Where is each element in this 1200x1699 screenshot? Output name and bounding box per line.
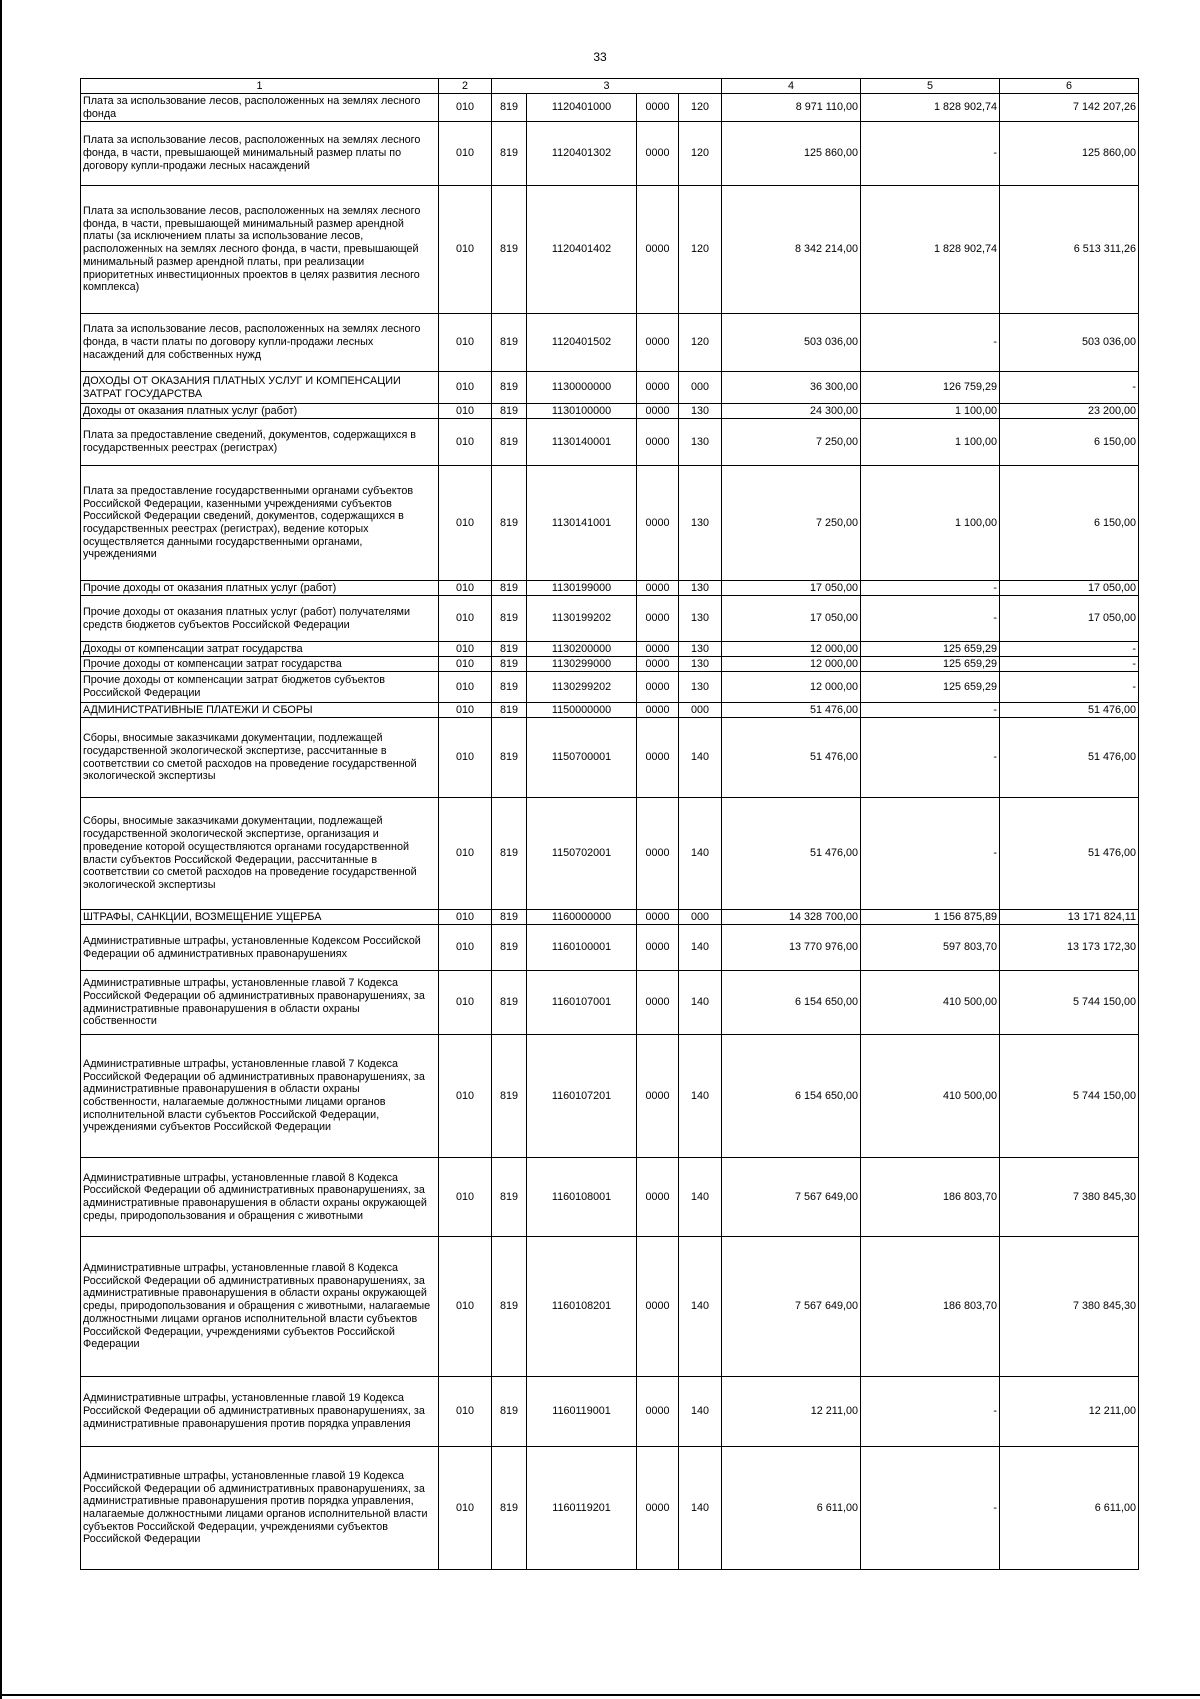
row-code-admin: 819: [492, 1035, 527, 1158]
row-code-admin: 819: [492, 798, 527, 910]
row-col-5: 410 500,00: [861, 971, 1000, 1035]
row-col-5: 1 828 902,74: [861, 186, 1000, 314]
row-col-2: 010: [439, 718, 492, 798]
row-col-4: 7 567 649,00: [722, 1158, 861, 1237]
row-code-kbk: 1130199202: [527, 596, 637, 642]
row-code-sub: 0000: [637, 1377, 679, 1447]
table-row: [81, 1447, 1139, 1570]
row-code-sub: 0000: [637, 186, 679, 314]
row-code-kbk: 1150702001: [527, 798, 637, 910]
row-code-kbk: 1160108201: [527, 1237, 637, 1377]
row-code-kosgu: 130: [679, 404, 722, 419]
row-col-4: 51 476,00: [722, 703, 861, 718]
row-name: Доходы от оказания платных услуг (работ): [81, 404, 439, 419]
row-code-sub: 0000: [637, 910, 679, 925]
row-name: Административные штрафы, установленные главой 19 Кодекса Российской Федерации об административных правонарушениях, за административные правонарушения против порядка управления, налагаемые должностными лицами органов исполнительной власти субъектов Российской Федерации, учреждениями субъектов Российской Федерации: [81, 1447, 439, 1570]
row-col-4: 503 036,00: [722, 314, 861, 372]
table-row: [81, 122, 1139, 186]
row-code-sub: 0000: [637, 718, 679, 798]
row-code-sub: 0000: [637, 419, 679, 466]
row-col-2: 010: [439, 910, 492, 925]
row-name: Сборы, вносимые заказчиками документации, подлежащей государственной экологической экспертизе, рассчитанные в соответствии со сметой расходов на проведение государственной экологической экспертизы: [81, 718, 439, 798]
row-name: Плата за использование лесов, расположенных на землях лесного фонда, в части платы по договору купли-продажи лесных насаждений для собственных нужд: [81, 314, 439, 372]
row-code-kosgu: 140: [679, 1237, 722, 1377]
row-col-2: 010: [439, 372, 492, 404]
row-col-5: 186 803,70: [861, 1158, 1000, 1237]
row-name: Плата за использование лесов, расположенных на землях лесного фонда, в части, превышающей минимальный размер арендной платы (за исключением платы за использование лесов, расположенных на землях лесного фонда, в части, превышающей минимальный размер арендной платы, при реализации приоритетных инвестиционных проектов в целях развития лесного комплекса): [81, 186, 439, 314]
row-code-kosgu: 130: [679, 419, 722, 466]
row-code-kosgu: 140: [679, 1377, 722, 1447]
row-col-6: 5 744 150,00: [1000, 1035, 1139, 1158]
row-code-sub: 0000: [637, 657, 679, 672]
table-row: [81, 596, 1139, 642]
row-col-6: 503 036,00: [1000, 314, 1139, 372]
row-col-4: 6 154 650,00: [722, 971, 861, 1035]
row-code-kbk: 1160107001: [527, 971, 637, 1035]
page-number: 33: [593, 50, 607, 64]
row-code-kosgu: 120: [679, 186, 722, 314]
row-code-admin: 819: [492, 122, 527, 186]
row-code-kbk: 1130141001: [527, 466, 637, 581]
row-col-2: 010: [439, 581, 492, 596]
row-col-5: 597 803,70: [861, 925, 1000, 971]
row-col-2: 010: [439, 1377, 492, 1447]
table-row: [81, 1237, 1139, 1377]
row-col-2: 010: [439, 1237, 492, 1377]
row-code-kbk: 1130299000: [527, 657, 637, 672]
row-col-4: 17 050,00: [722, 596, 861, 642]
row-code-kbk: 1130199000: [527, 581, 637, 596]
row-code-admin: 819: [492, 642, 527, 657]
header-col-4: 4: [722, 79, 861, 94]
row-col-6: -: [1000, 372, 1139, 404]
row-col-5: 125 659,29: [861, 642, 1000, 657]
row-name: ДОХОДЫ ОТ ОКАЗАНИЯ ПЛАТНЫХ УСЛУГ И КОМПЕНСАЦИИ ЗАТРАТ ГОСУДАРСТВА: [81, 372, 439, 404]
row-code-admin: 819: [492, 672, 527, 703]
row-col-6: 7 380 845,30: [1000, 1158, 1139, 1237]
row-col-5: 1 156 875,89: [861, 910, 1000, 925]
row-col-2: 010: [439, 314, 492, 372]
row-code-kosgu: 120: [679, 314, 722, 372]
row-code-sub: 0000: [637, 703, 679, 718]
row-name: АДМИНИСТРАТИВНЫЕ ПЛАТЕЖИ И СБОРЫ: [81, 703, 439, 718]
table-row: [81, 94, 1139, 122]
row-col-4: 17 050,00: [722, 581, 861, 596]
row-col-5: -: [861, 703, 1000, 718]
row-code-admin: 819: [492, 404, 527, 419]
row-name: Плата за использование лесов, расположенных на землях лесного фонда, в части, превышающей минимальный размер платы по договору купли-продажи лесных насаждений: [81, 122, 439, 186]
table-row: [81, 657, 1139, 672]
row-col-6: 13 173 172,30: [1000, 925, 1139, 971]
row-code-admin: 819: [492, 910, 527, 925]
row-col-4: 12 000,00: [722, 657, 861, 672]
row-col-6: 17 050,00: [1000, 596, 1139, 642]
row-code-kbk: 1160100001: [527, 925, 637, 971]
row-col-6: 12 211,00: [1000, 1377, 1139, 1447]
row-col-6: 5 744 150,00: [1000, 971, 1139, 1035]
table-row: [81, 1035, 1139, 1158]
row-name: Плата за использование лесов, расположенных на землях лесного фонда: [81, 94, 439, 122]
row-code-admin: 819: [492, 1377, 527, 1447]
header-col-2: 2: [439, 79, 492, 94]
row-code-kosgu: 120: [679, 122, 722, 186]
row-code-kbk: 1120401502: [527, 314, 637, 372]
row-col-6: -: [1000, 672, 1139, 703]
row-col-4: 6 154 650,00: [722, 1035, 861, 1158]
row-code-sub: 0000: [637, 798, 679, 910]
row-code-kosgu: 140: [679, 718, 722, 798]
row-col-2: 010: [439, 404, 492, 419]
table-row: [81, 642, 1139, 657]
row-col-5: 1 100,00: [861, 466, 1000, 581]
row-col-5: 1 100,00: [861, 419, 1000, 466]
table-row: [81, 971, 1139, 1035]
row-code-kosgu: 140: [679, 1158, 722, 1237]
row-col-2: 010: [439, 1447, 492, 1570]
row-code-kosgu: 000: [679, 703, 722, 718]
row-col-2: 010: [439, 186, 492, 314]
row-name: Прочие доходы от компенсации затрат бюджетов субъектов Российской Федерации: [81, 672, 439, 703]
row-code-kbk: 1120401402: [527, 186, 637, 314]
row-col-6: 17 050,00: [1000, 581, 1139, 596]
row-col-4: 12 000,00: [722, 642, 861, 657]
table-row: [81, 1158, 1139, 1237]
row-code-sub: 0000: [637, 642, 679, 657]
row-col-4: 7 567 649,00: [722, 1237, 861, 1377]
row-col-5: 410 500,00: [861, 1035, 1000, 1158]
row-col-4: 51 476,00: [722, 718, 861, 798]
table-header-row: [81, 79, 1139, 94]
row-code-kosgu: 120: [679, 94, 722, 122]
row-name: Плата за предоставление сведений, документов, содержащихся в государственных реестрах (регистрах): [81, 419, 439, 466]
revenue-table: [80, 78, 1139, 1570]
row-col-2: 010: [439, 657, 492, 672]
row-code-sub: 0000: [637, 1237, 679, 1377]
row-name: Административные штрафы, установленные главой 8 Кодекса Российской Федерации об административных правонарушениях, за административные правонарушения в области охраны окружающей среды, природопользования и обращения с животными, налагаемые должностными лицами органов исполнительной власти субъектов Российской Федерации, учреждениями субъектов Российской Федерации: [81, 1237, 439, 1377]
table-row: [81, 466, 1139, 581]
row-name: Прочие доходы от оказания платных услуг (работ): [81, 581, 439, 596]
row-code-admin: 819: [492, 1158, 527, 1237]
table-row: [81, 186, 1139, 314]
row-code-admin: 819: [492, 703, 527, 718]
row-code-sub: 0000: [637, 1158, 679, 1237]
row-code-kosgu: 140: [679, 925, 722, 971]
row-col-5: 186 803,70: [861, 1237, 1000, 1377]
row-code-kosgu: 130: [679, 596, 722, 642]
row-code-admin: 819: [492, 718, 527, 798]
row-code-admin: 819: [492, 925, 527, 971]
row-col-4: 125 860,00: [722, 122, 861, 186]
row-col-2: 010: [439, 596, 492, 642]
row-code-kbk: 1120401302: [527, 122, 637, 186]
row-code-admin: 819: [492, 581, 527, 596]
row-col-6: 6 150,00: [1000, 466, 1139, 581]
header-col-5: 5: [861, 79, 1000, 94]
row-col-5: -: [861, 596, 1000, 642]
row-name: Прочие доходы от оказания платных услуг (работ) получателями средств бюджетов субъектов Российской Федерации: [81, 596, 439, 642]
row-col-4: 14 328 700,00: [722, 910, 861, 925]
page-bottom-rule: [0, 1694, 1200, 1696]
table-row: [81, 419, 1139, 466]
row-col-2: 010: [439, 703, 492, 718]
table-row: [81, 798, 1139, 910]
row-code-kbk: 1150000000: [527, 703, 637, 718]
row-code-sub: 0000: [637, 314, 679, 372]
row-code-kbk: 1150700001: [527, 718, 637, 798]
row-code-sub: 0000: [637, 404, 679, 419]
table-row: [81, 672, 1139, 703]
row-code-sub: 0000: [637, 596, 679, 642]
row-col-4: 12 211,00: [722, 1377, 861, 1447]
row-code-kosgu: 130: [679, 672, 722, 703]
header-col-6: 6: [1000, 79, 1139, 94]
row-code-kosgu: 140: [679, 1035, 722, 1158]
row-name: Прочие доходы от компенсации затрат государства: [81, 657, 439, 672]
row-code-admin: 819: [492, 1237, 527, 1377]
row-col-2: 010: [439, 971, 492, 1035]
row-col-5: 1 828 902,74: [861, 94, 1000, 122]
row-name: ШТРАФЫ, САНКЦИИ, ВОЗМЕЩЕНИЕ УЩЕРБА: [81, 910, 439, 925]
row-code-kosgu: 000: [679, 372, 722, 404]
row-code-admin: 819: [492, 657, 527, 672]
row-col-5: -: [861, 1377, 1000, 1447]
row-code-admin: 819: [492, 971, 527, 1035]
row-col-5: 125 659,29: [861, 672, 1000, 703]
row-code-sub: 0000: [637, 1447, 679, 1570]
row-code-kbk: 1130200000: [527, 642, 637, 657]
row-code-kosgu: 130: [679, 466, 722, 581]
row-code-sub: 0000: [637, 1035, 679, 1158]
row-col-4: 51 476,00: [722, 798, 861, 910]
row-code-kbk: 1160119001: [527, 1377, 637, 1447]
row-col-5: -: [861, 798, 1000, 910]
row-code-kosgu: 140: [679, 971, 722, 1035]
row-col-5: -: [861, 314, 1000, 372]
row-col-6: -: [1000, 657, 1139, 672]
table-row: [81, 314, 1139, 372]
row-code-sub: 0000: [637, 122, 679, 186]
row-code-kbk: 1160108001: [527, 1158, 637, 1237]
row-col-4: 36 300,00: [722, 372, 861, 404]
row-code-kosgu: 130: [679, 657, 722, 672]
row-code-kbk: 1130100000: [527, 404, 637, 419]
row-col-2: 010: [439, 642, 492, 657]
row-code-admin: 819: [492, 372, 527, 404]
row-code-kosgu: 130: [679, 581, 722, 596]
row-col-4: 6 611,00: [722, 1447, 861, 1570]
row-col-2: 010: [439, 925, 492, 971]
row-col-4: 12 000,00: [722, 672, 861, 703]
row-code-kosgu: 140: [679, 798, 722, 910]
row-code-admin: 819: [492, 466, 527, 581]
row-col-5: -: [861, 122, 1000, 186]
row-code-admin: 819: [492, 186, 527, 314]
row-code-admin: 819: [492, 314, 527, 372]
row-col-5: 1 100,00: [861, 404, 1000, 419]
header-col-1: 1: [81, 79, 439, 94]
row-code-sub: 0000: [637, 94, 679, 122]
row-code-sub: 0000: [637, 925, 679, 971]
header-col-3: 3: [492, 79, 722, 94]
row-col-6: 125 860,00: [1000, 122, 1139, 186]
row-col-6: 23 200,00: [1000, 404, 1139, 419]
row-name: Административные штрафы, установленные главой 7 Кодекса Российской Федерации об административных правонарушениях, за административные правонарушения в области охраны собственности: [81, 971, 439, 1035]
row-name: Административные штрафы, установленные главой 19 Кодекса Российской Федерации об административных правонарушениях, за административные правонарушения против порядка управления: [81, 1377, 439, 1447]
row-code-sub: 0000: [637, 466, 679, 581]
row-code-kbk: 1160107201: [527, 1035, 637, 1158]
row-code-kbk: 1160000000: [527, 910, 637, 925]
row-col-6: -: [1000, 642, 1139, 657]
table-row: [81, 703, 1139, 718]
table-row: [81, 1377, 1139, 1447]
row-col-6: 6 150,00: [1000, 419, 1139, 466]
row-code-kosgu: 130: [679, 642, 722, 657]
row-col-2: 010: [439, 122, 492, 186]
row-col-2: 010: [439, 94, 492, 122]
row-code-sub: 0000: [637, 372, 679, 404]
row-code-admin: 819: [492, 1447, 527, 1570]
row-code-kbk: 1130140001: [527, 419, 637, 466]
row-col-2: 010: [439, 1035, 492, 1158]
row-code-kbk: 1120401000: [527, 94, 637, 122]
table-row: [81, 372, 1139, 404]
table-row: [81, 925, 1139, 971]
row-col-5: 125 659,29: [861, 657, 1000, 672]
row-code-sub: 0000: [637, 672, 679, 703]
row-col-2: 010: [439, 419, 492, 466]
row-col-4: 24 300,00: [722, 404, 861, 419]
table-body: [81, 94, 1139, 1570]
row-code-kbk: 1130000000: [527, 372, 637, 404]
row-col-6: 51 476,00: [1000, 798, 1139, 910]
row-name: Доходы от компенсации затрат государства: [81, 642, 439, 657]
row-col-6: 51 476,00: [1000, 703, 1139, 718]
row-col-4: 8 971 110,00: [722, 94, 861, 122]
row-code-kosgu: 140: [679, 1447, 722, 1570]
row-code-sub: 0000: [637, 581, 679, 596]
table-row: [81, 910, 1139, 925]
row-code-admin: 819: [492, 94, 527, 122]
row-col-6: 51 476,00: [1000, 718, 1139, 798]
row-name: Сборы, вносимые заказчиками документации, подлежащей государственной экологической экспертизе, организация и проведение которой осуществляются органами государственной власти субъектов Российской Федерации, рассчитанные в соответствии со сметой расходов на проведение государственной экологической экспертизы: [81, 798, 439, 910]
row-col-6: 6 611,00: [1000, 1447, 1139, 1570]
row-col-2: 010: [439, 672, 492, 703]
row-col-4: 7 250,00: [722, 466, 861, 581]
row-name: Плата за предоставление государственными органами субъектов Российской Федерации, казенными учреждениями субъектов Российской Федерации сведений, документов, содержащихся в государственных реестрах (регистрах), ведение которых осуществляется данными государственными органами, учреждениями: [81, 466, 439, 581]
row-col-6: 7 380 845,30: [1000, 1237, 1139, 1377]
page-left-edge: [0, 0, 2, 1699]
table-row: [81, 718, 1139, 798]
row-col-2: 010: [439, 466, 492, 581]
row-col-6: 13 171 824,11: [1000, 910, 1139, 925]
table-row: [81, 581, 1139, 596]
row-code-admin: 819: [492, 596, 527, 642]
row-col-4: 7 250,00: [722, 419, 861, 466]
row-col-6: 6 513 311,26: [1000, 186, 1139, 314]
row-col-2: 010: [439, 1158, 492, 1237]
row-name: Административные штрафы, установленные главой 8 Кодекса Российской Федерации об административных правонарушениях, за административные правонарушения в области охраны окружающей среды, природопользования и обращения с животными: [81, 1158, 439, 1237]
row-col-5: -: [861, 581, 1000, 596]
row-name: Административные штрафы, установленные Кодексом Российской Федерации об административных правонарушениях: [81, 925, 439, 971]
row-code-admin: 819: [492, 419, 527, 466]
row-code-sub: 0000: [637, 971, 679, 1035]
row-col-4: 13 770 976,00: [722, 925, 861, 971]
row-col-5: -: [861, 718, 1000, 798]
row-col-5: -: [861, 1447, 1000, 1570]
row-col-5: 126 759,29: [861, 372, 1000, 404]
row-col-6: 7 142 207,26: [1000, 94, 1139, 122]
row-col-2: 010: [439, 798, 492, 910]
row-code-kbk: 1130299202: [527, 672, 637, 703]
row-code-kosgu: 000: [679, 910, 722, 925]
row-code-kbk: 1160119201: [527, 1447, 637, 1570]
row-col-4: 8 342 214,00: [722, 186, 861, 314]
row-name: Административные штрафы, установленные главой 7 Кодекса Российской Федерации об административных правонарушениях, за административные правонарушения в области охраны собственности, налагаемые должностными лицами органов исполнительной власти субъектов Российской Федерации, учреждениями субъектов Российской Федерации: [81, 1035, 439, 1158]
table-row: [81, 404, 1139, 419]
